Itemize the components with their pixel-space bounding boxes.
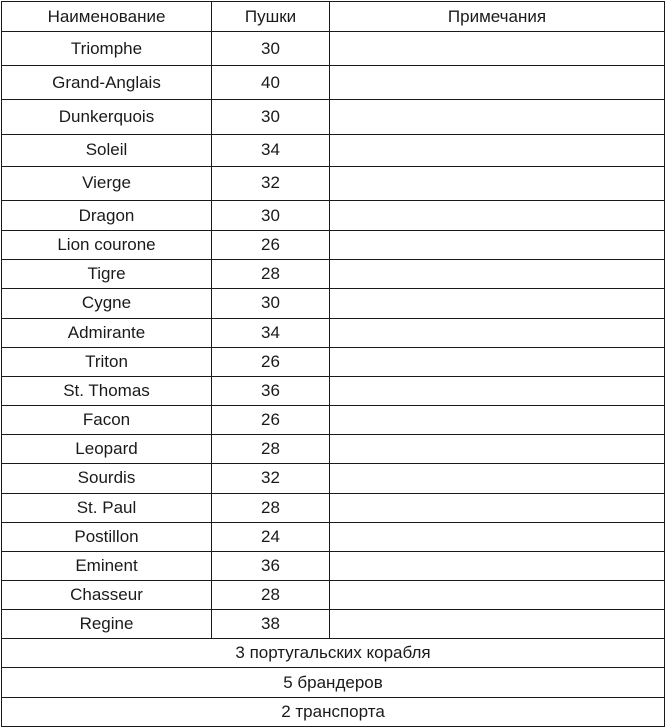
header-guns: Пушки <box>212 2 330 32</box>
ship-guns: 30 <box>212 32 330 66</box>
ship-guns: 28 <box>212 580 330 609</box>
ship-guns: 28 <box>212 493 330 522</box>
ship-name: St. Paul <box>2 493 212 522</box>
footer-transports: 2 транспорта <box>2 697 665 726</box>
ship-notes <box>330 200 665 230</box>
table-row <box>2 200 665 230</box>
ship-name: Sourdis <box>2 464 212 493</box>
ship-guns: 36 <box>212 551 330 580</box>
ship-guns: 32 <box>212 464 330 493</box>
table-row <box>2 610 665 639</box>
ship-guns: 30 <box>212 100 330 134</box>
ship-guns: 40 <box>212 66 330 100</box>
table-row <box>2 134 665 166</box>
ship-guns: 26 <box>212 406 330 435</box>
ships-table <box>1 1 665 727</box>
ship-guns: 30 <box>212 200 330 230</box>
table-row <box>2 580 665 609</box>
table-row <box>2 318 665 347</box>
ship-notes <box>330 522 665 551</box>
ship-name: Vierge <box>2 166 212 200</box>
ship-notes <box>330 231 665 260</box>
ship-name: Postillon <box>2 522 212 551</box>
footer-fireships: 5 брандеров <box>2 668 665 697</box>
table-row <box>2 231 665 260</box>
footer-row <box>2 639 665 668</box>
ship-notes <box>330 66 665 100</box>
ship-name: St. Thomas <box>2 376 212 405</box>
table-row <box>2 260 665 289</box>
ship-notes <box>330 260 665 289</box>
ship-notes <box>330 100 665 134</box>
header-row <box>2 2 665 32</box>
table-row <box>2 66 665 100</box>
table-row <box>2 166 665 200</box>
header-notes: Примечания <box>330 2 665 32</box>
ship-name: Soleil <box>2 134 212 166</box>
ship-name: Triton <box>2 347 212 376</box>
footer-portuguese-ships: 3 португальских корабля <box>2 639 665 668</box>
ship-guns: 36 <box>212 376 330 405</box>
table-row <box>2 347 665 376</box>
header-name: Наименование <box>2 2 212 32</box>
ship-guns: 32 <box>212 166 330 200</box>
ship-name: Cygne <box>2 289 212 318</box>
table-row <box>2 464 665 493</box>
ship-name: Facon <box>2 406 212 435</box>
ship-name: Admirante <box>2 318 212 347</box>
table-row <box>2 32 665 66</box>
ship-notes <box>330 32 665 66</box>
table-row <box>2 551 665 580</box>
ship-guns: 34 <box>212 134 330 166</box>
footer-row <box>2 668 665 697</box>
ship-guns: 28 <box>212 435 330 464</box>
table-row <box>2 406 665 435</box>
ship-name: Grand-Anglais <box>2 66 212 100</box>
ship-notes <box>330 376 665 405</box>
ship-notes <box>330 610 665 639</box>
ship-notes <box>330 464 665 493</box>
ship-name: Leopard <box>2 435 212 464</box>
ship-notes <box>330 347 665 376</box>
ship-notes <box>330 406 665 435</box>
ship-guns: 28 <box>212 260 330 289</box>
ship-name: Triomphe <box>2 32 212 66</box>
ship-guns: 34 <box>212 318 330 347</box>
ship-name: Dragon <box>2 200 212 230</box>
ship-notes <box>330 318 665 347</box>
table-row <box>2 376 665 405</box>
ship-notes <box>330 551 665 580</box>
ship-notes <box>330 134 665 166</box>
ship-guns: 30 <box>212 289 330 318</box>
ship-notes <box>330 580 665 609</box>
ship-guns: 26 <box>212 231 330 260</box>
table-row <box>2 522 665 551</box>
table-row <box>2 435 665 464</box>
ship-name: Dunkerquois <box>2 100 212 134</box>
ship-notes <box>330 289 665 318</box>
ship-guns: 38 <box>212 610 330 639</box>
ship-name: Lion courone <box>2 231 212 260</box>
ship-name: Eminent <box>2 551 212 580</box>
ship-guns: 26 <box>212 347 330 376</box>
table-row <box>2 493 665 522</box>
footer-row <box>2 697 665 726</box>
ship-notes <box>330 493 665 522</box>
ship-notes <box>330 435 665 464</box>
table-row <box>2 100 665 134</box>
ship-name: Tigre <box>2 260 212 289</box>
ship-name: Chasseur <box>2 580 212 609</box>
ship-notes <box>330 166 665 200</box>
ship-guns: 24 <box>212 522 330 551</box>
table-row <box>2 289 665 318</box>
ship-name: Regine <box>2 610 212 639</box>
